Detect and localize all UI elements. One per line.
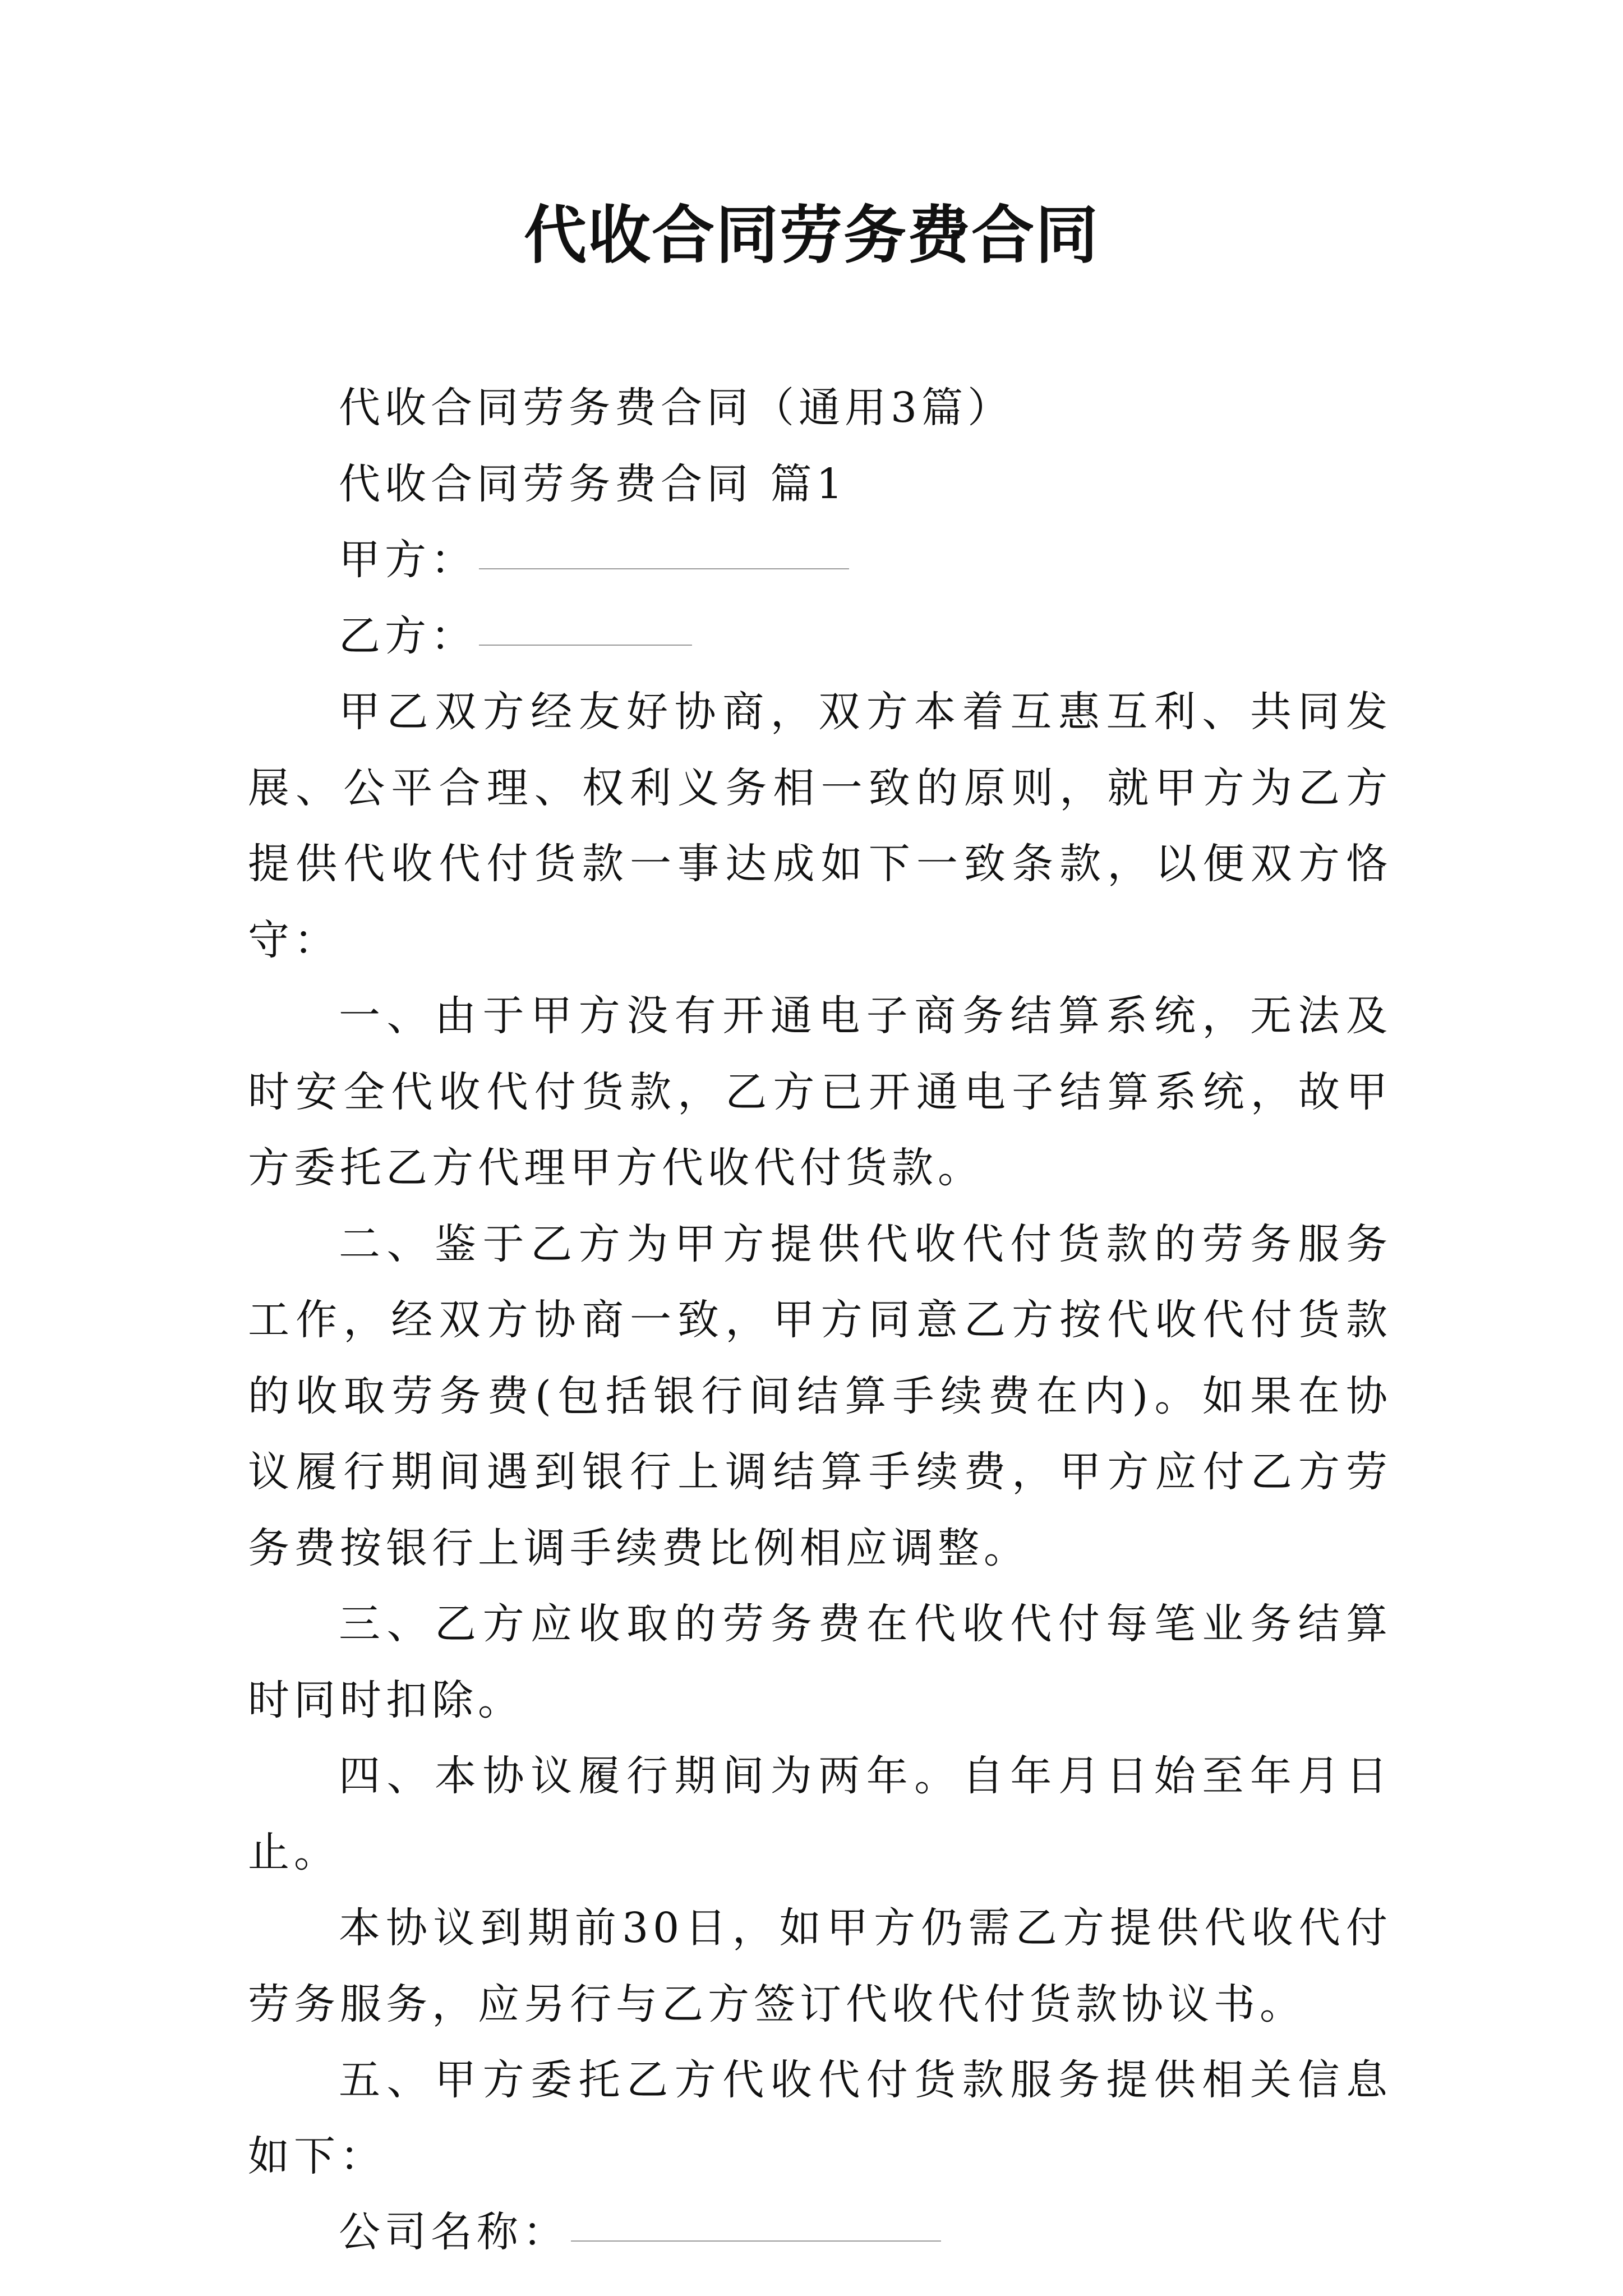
party-b-label: 乙方： [339, 611, 477, 660]
document-body [248, 370, 1392, 2271]
paragraph-clause-2: 二、鉴于乙方为甲方提供代收代付货款的劳务服务工作，经双方协商一致，甲方同意乙方按代收代付货款的收取劳务费(包括银行间结算手续费在内)。如果在协议履行期间遇到银行上调结算手续费，甲方应付乙方劳务费按银行上调手续费比例相应调整。 [248, 1220, 1392, 1572]
company-name-line [248, 2194, 1392, 2271]
paragraph-clause-5: 五、甲方委托乙方代收代付货款服务提供相关信息如下： [248, 2056, 1392, 2180]
paragraph-renewal: 本协议到期前30日，如甲方仍需乙方提供代收代付劳务服务，应另行与乙方签订代收代付货款协议书。 [248, 1904, 1392, 2028]
section-heading: 代收合同劳务费合同 篇1 [339, 459, 847, 508]
party-b-line [248, 599, 1392, 675]
party-b-blank [479, 644, 692, 646]
company-name-label: 公司名称： [339, 2208, 569, 2256]
document-title: 代收合同劳务费合同 [524, 199, 1099, 272]
paragraph-preamble: 甲乙双方经友好协商，双方本着互惠互利、共同发展、公平合理、权利义务相一致的原则，就甲方为乙方提供代收代付货款一事达成如下一致条款，以便双方恪守： [248, 688, 1392, 964]
company-name-blank [571, 2240, 941, 2242]
document-subtitle: 代收合同劳务费合同（通用3篇） [339, 384, 1014, 432]
party-a-blank [479, 568, 849, 569]
paragraph-clause-1: 一、由于甲方没有开通电子商务结算系统，无法及时安全代收代付货款，乙方已开通电子结算系统，故甲方委托乙方代理甲方代收代付货款。 [248, 992, 1392, 1192]
party-a-line [248, 522, 1392, 599]
paragraph-clause-3: 三、乙方应收取的劳务费在代收代付每笔业务结算时同时扣除。 [248, 1600, 1392, 1724]
party-a-label: 甲方： [339, 536, 477, 584]
paragraph-clause-4: 四、本协议履行期间为两年。自年月日始至年月日止。 [248, 1752, 1392, 1876]
